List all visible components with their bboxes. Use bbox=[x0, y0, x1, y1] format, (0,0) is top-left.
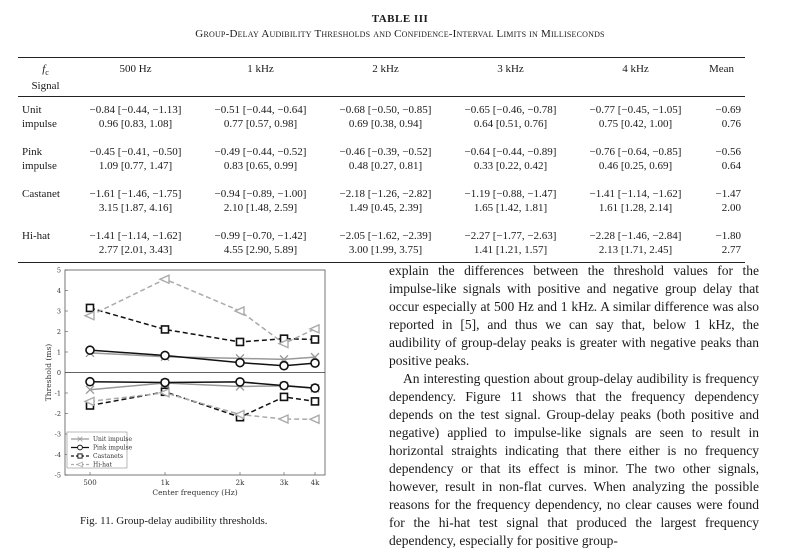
data-point bbox=[161, 379, 169, 387]
signal-cell bbox=[18, 244, 73, 263]
table-row bbox=[18, 244, 745, 263]
table-row bbox=[18, 202, 745, 216]
col-header: 3 kHz bbox=[448, 58, 573, 80]
signal-cell: Castanet bbox=[22, 188, 60, 201]
data-point bbox=[86, 346, 94, 354]
table-row bbox=[18, 146, 745, 160]
col-header: Mean bbox=[698, 58, 745, 80]
y-tick-label: 2 bbox=[56, 328, 61, 336]
table-cell: −0.76 [−0.64, −0.85] bbox=[589, 146, 682, 159]
table-row bbox=[18, 97, 745, 118]
data-point bbox=[87, 304, 94, 311]
table-cell: 2.00 bbox=[721, 201, 741, 214]
y-tick-label: 4 bbox=[56, 287, 61, 295]
signal-cell: Unit bbox=[22, 104, 42, 117]
data-point bbox=[162, 326, 169, 333]
table-cell: 2.77 [2.01, 3.43] bbox=[73, 244, 198, 263]
signal-cell: Hi-hat bbox=[22, 230, 51, 243]
table-cell: −0.84 [−0.44, −1.13] bbox=[89, 104, 182, 117]
y-tick-label: 3 bbox=[56, 307, 61, 316]
table-cell: −1.41 [−1.14, −1.62] bbox=[589, 188, 682, 201]
signal-cell: impulse bbox=[22, 159, 57, 172]
table-cell: −0.77 [−0.45, −1.05] bbox=[589, 104, 682, 117]
table-cell: −0.49 [−0.44, −0.52] bbox=[214, 146, 307, 159]
data-point bbox=[310, 325, 319, 333]
data-point bbox=[237, 338, 244, 345]
table-cell: 2.10 [1.48, 2.59] bbox=[223, 201, 298, 214]
table-cell: −0.46 [−0.39, −0.52] bbox=[339, 146, 432, 159]
header-signal: Signal bbox=[18, 80, 73, 97]
signal-cell: Pink bbox=[22, 146, 43, 159]
data-point bbox=[85, 312, 94, 320]
y-tick-label: -3 bbox=[54, 430, 61, 439]
table-cell: −2.05 [−1.62, −2.39] bbox=[339, 230, 432, 243]
x-tick-label: 500 bbox=[83, 479, 97, 487]
table-number: TABLE III bbox=[371, 13, 429, 25]
legend-marker bbox=[78, 454, 82, 458]
table-cell: 1.65 [1.42, 1.81] bbox=[473, 201, 548, 214]
y-tick-label: -4 bbox=[54, 451, 61, 459]
signal-cell: impulse bbox=[22, 117, 57, 130]
legend-label: Castanets bbox=[93, 453, 124, 461]
y-tick-label: 1 bbox=[56, 348, 61, 357]
table-cell: 3.00 [1.99, 3.75] bbox=[323, 244, 448, 263]
series-line-hi-hat bbox=[90, 279, 315, 343]
figure-caption: Fig. 11. Group-delay audibility thresholds. bbox=[80, 515, 268, 527]
legend-label: Hi-hat bbox=[93, 461, 113, 469]
table-cell: −1.61 [−1.46, −1.75] bbox=[89, 188, 182, 201]
table-row bbox=[18, 118, 745, 132]
data-point bbox=[235, 307, 244, 315]
table-cell: 1.41 [1.21, 1.57] bbox=[448, 244, 573, 263]
table-cell: 0.75 [0.42, 1.00] bbox=[598, 117, 673, 130]
data-point bbox=[160, 275, 169, 283]
table-cell: −1.47 bbox=[715, 188, 741, 201]
legend-marker bbox=[78, 445, 83, 450]
data-point bbox=[310, 415, 319, 423]
table-cell: −1.41 [−1.14, −1.62] bbox=[89, 230, 182, 243]
table-cell: 4.55 [2.90, 5.89] bbox=[198, 244, 323, 263]
data-point bbox=[161, 351, 169, 359]
x-tick-label: 3k bbox=[279, 479, 289, 487]
table-cell: 0.96 [0.83, 1.08] bbox=[98, 117, 173, 130]
table-cell: 0.76 bbox=[721, 117, 741, 130]
table-cell: −0.68 [−0.50, −0.85] bbox=[339, 104, 432, 117]
data-point bbox=[236, 378, 244, 386]
table-cell: 1.09 [0.77, 1.47] bbox=[98, 159, 173, 172]
data-point bbox=[312, 336, 319, 343]
table-cell: 0.46 [0.25, 0.69] bbox=[598, 159, 673, 172]
data-point bbox=[279, 415, 288, 423]
table-cell: 0.69 [0.38, 0.94] bbox=[348, 117, 423, 130]
table-cell: 2.13 [1.71, 2.45] bbox=[573, 244, 698, 263]
table-cell: −1.19 [−0.88, −1.47] bbox=[464, 188, 557, 201]
paragraph: An interesting question about group-delay audibility is frequency dependency. Figure 11 shows that the frequency dependency depends on the test signal. Group-delay peaks (both positive and negative) applied to impulse-like signals are seen to result in horizontal straights indicating that there either is no frequency dependency or that its effect is minor. The two other signals, however, result in non-flat curves. When analyzing the possible reasons for the frequency dependency, no clear causes were found for the hi-hat test signal that produced the largest frequency dependency, especially for positive group- bbox=[389, 371, 759, 548]
x-axis-label: Center frequency (Hz) bbox=[152, 488, 238, 497]
table-row bbox=[18, 160, 745, 174]
table-cell: −0.99 [−0.70, −1.42] bbox=[214, 230, 307, 243]
table-cell: −1.80 bbox=[715, 230, 741, 243]
data-point bbox=[311, 359, 319, 367]
y-tick-label: -1 bbox=[54, 389, 61, 398]
x-tick-label: 4k bbox=[310, 479, 320, 487]
table-cell: 0.77 [0.57, 0.98] bbox=[223, 117, 298, 130]
table-row bbox=[18, 230, 745, 244]
table-cell: 1.49 [0.45, 2.39] bbox=[348, 201, 423, 214]
table-cell: 0.33 [0.22, 0.42] bbox=[473, 159, 548, 172]
data-point bbox=[312, 398, 319, 405]
x-tick-label: 1k bbox=[160, 479, 170, 487]
body-text bbox=[389, 262, 759, 550]
data-point bbox=[280, 362, 288, 370]
y-axis-label: Threshold (ms) bbox=[44, 343, 53, 402]
table-cell: 3.15 [1.87, 4.16] bbox=[98, 201, 173, 214]
data-point bbox=[86, 378, 94, 386]
thresholds-table bbox=[18, 57, 745, 263]
data-point bbox=[281, 393, 288, 400]
table-cell: −0.45 [−0.41, −0.50] bbox=[89, 146, 182, 159]
table-cell: −2.27 [−1.77, −2.63] bbox=[464, 230, 557, 243]
table-cell: −0.56 bbox=[715, 146, 741, 159]
data-point bbox=[236, 359, 244, 367]
table-title: Group-Delay Audibility Thresholds and Confidence-Interval Limits in Milliseconds bbox=[195, 28, 605, 40]
table-cell: −0.51 [−0.44, −0.64] bbox=[214, 104, 307, 117]
table-cell: −0.94 [−0.89, −1.00] bbox=[214, 188, 307, 201]
y-tick-label: -2 bbox=[54, 410, 61, 418]
y-tick-label: 0 bbox=[56, 369, 61, 377]
table-cell: 0.64 bbox=[721, 159, 741, 172]
col-header: 1 kHz bbox=[198, 58, 323, 80]
y-tick-label: -5 bbox=[54, 471, 61, 480]
col-header: 500 Hz bbox=[73, 58, 198, 80]
legend-label: Pink impulse bbox=[93, 444, 133, 452]
header-fc: $f_c$ bbox=[18, 58, 73, 80]
table-cell: −0.64 [−0.44, −0.89] bbox=[464, 146, 557, 159]
table-cell: 0.64 [0.51, 0.76] bbox=[473, 117, 548, 130]
legend-label: Unit impulse bbox=[93, 436, 133, 444]
table-cell: 0.83 [0.65, 0.99] bbox=[223, 159, 298, 172]
x-tick-label: 2k bbox=[235, 479, 245, 487]
data-point bbox=[280, 382, 288, 390]
table-row bbox=[18, 188, 745, 202]
signal-cell bbox=[18, 202, 73, 216]
y-tick-label: 5 bbox=[56, 266, 61, 275]
table-cell: 2.77 bbox=[698, 244, 745, 263]
threshold-chart bbox=[40, 262, 330, 506]
table-cell: 1.61 [1.28, 2.14] bbox=[598, 201, 673, 214]
table-cell: 0.48 [0.27, 0.81] bbox=[348, 159, 423, 172]
table-cell: −2.28 [−1.46, −2.84] bbox=[589, 230, 682, 243]
table-cell: −0.65 [−0.46, −0.78] bbox=[464, 104, 557, 117]
col-header: 4 kHz bbox=[573, 58, 698, 80]
table-cell: −2.18 [−1.26, −2.82] bbox=[339, 188, 432, 201]
col-header: 2 kHz bbox=[323, 58, 448, 80]
table-cell: −0.69 bbox=[715, 104, 741, 117]
paragraph: explain the differences between the threshold values for the impulse-like signals with positive and negative group delay that occur especially at 500 Hz and 1 kHz. A similar difference was also reported in [5], and thus we can say that, below 1 kHz, the audibility of group-delay peaks is greater with negative peaks than positive peaks. bbox=[389, 263, 759, 368]
data-point bbox=[311, 384, 319, 392]
